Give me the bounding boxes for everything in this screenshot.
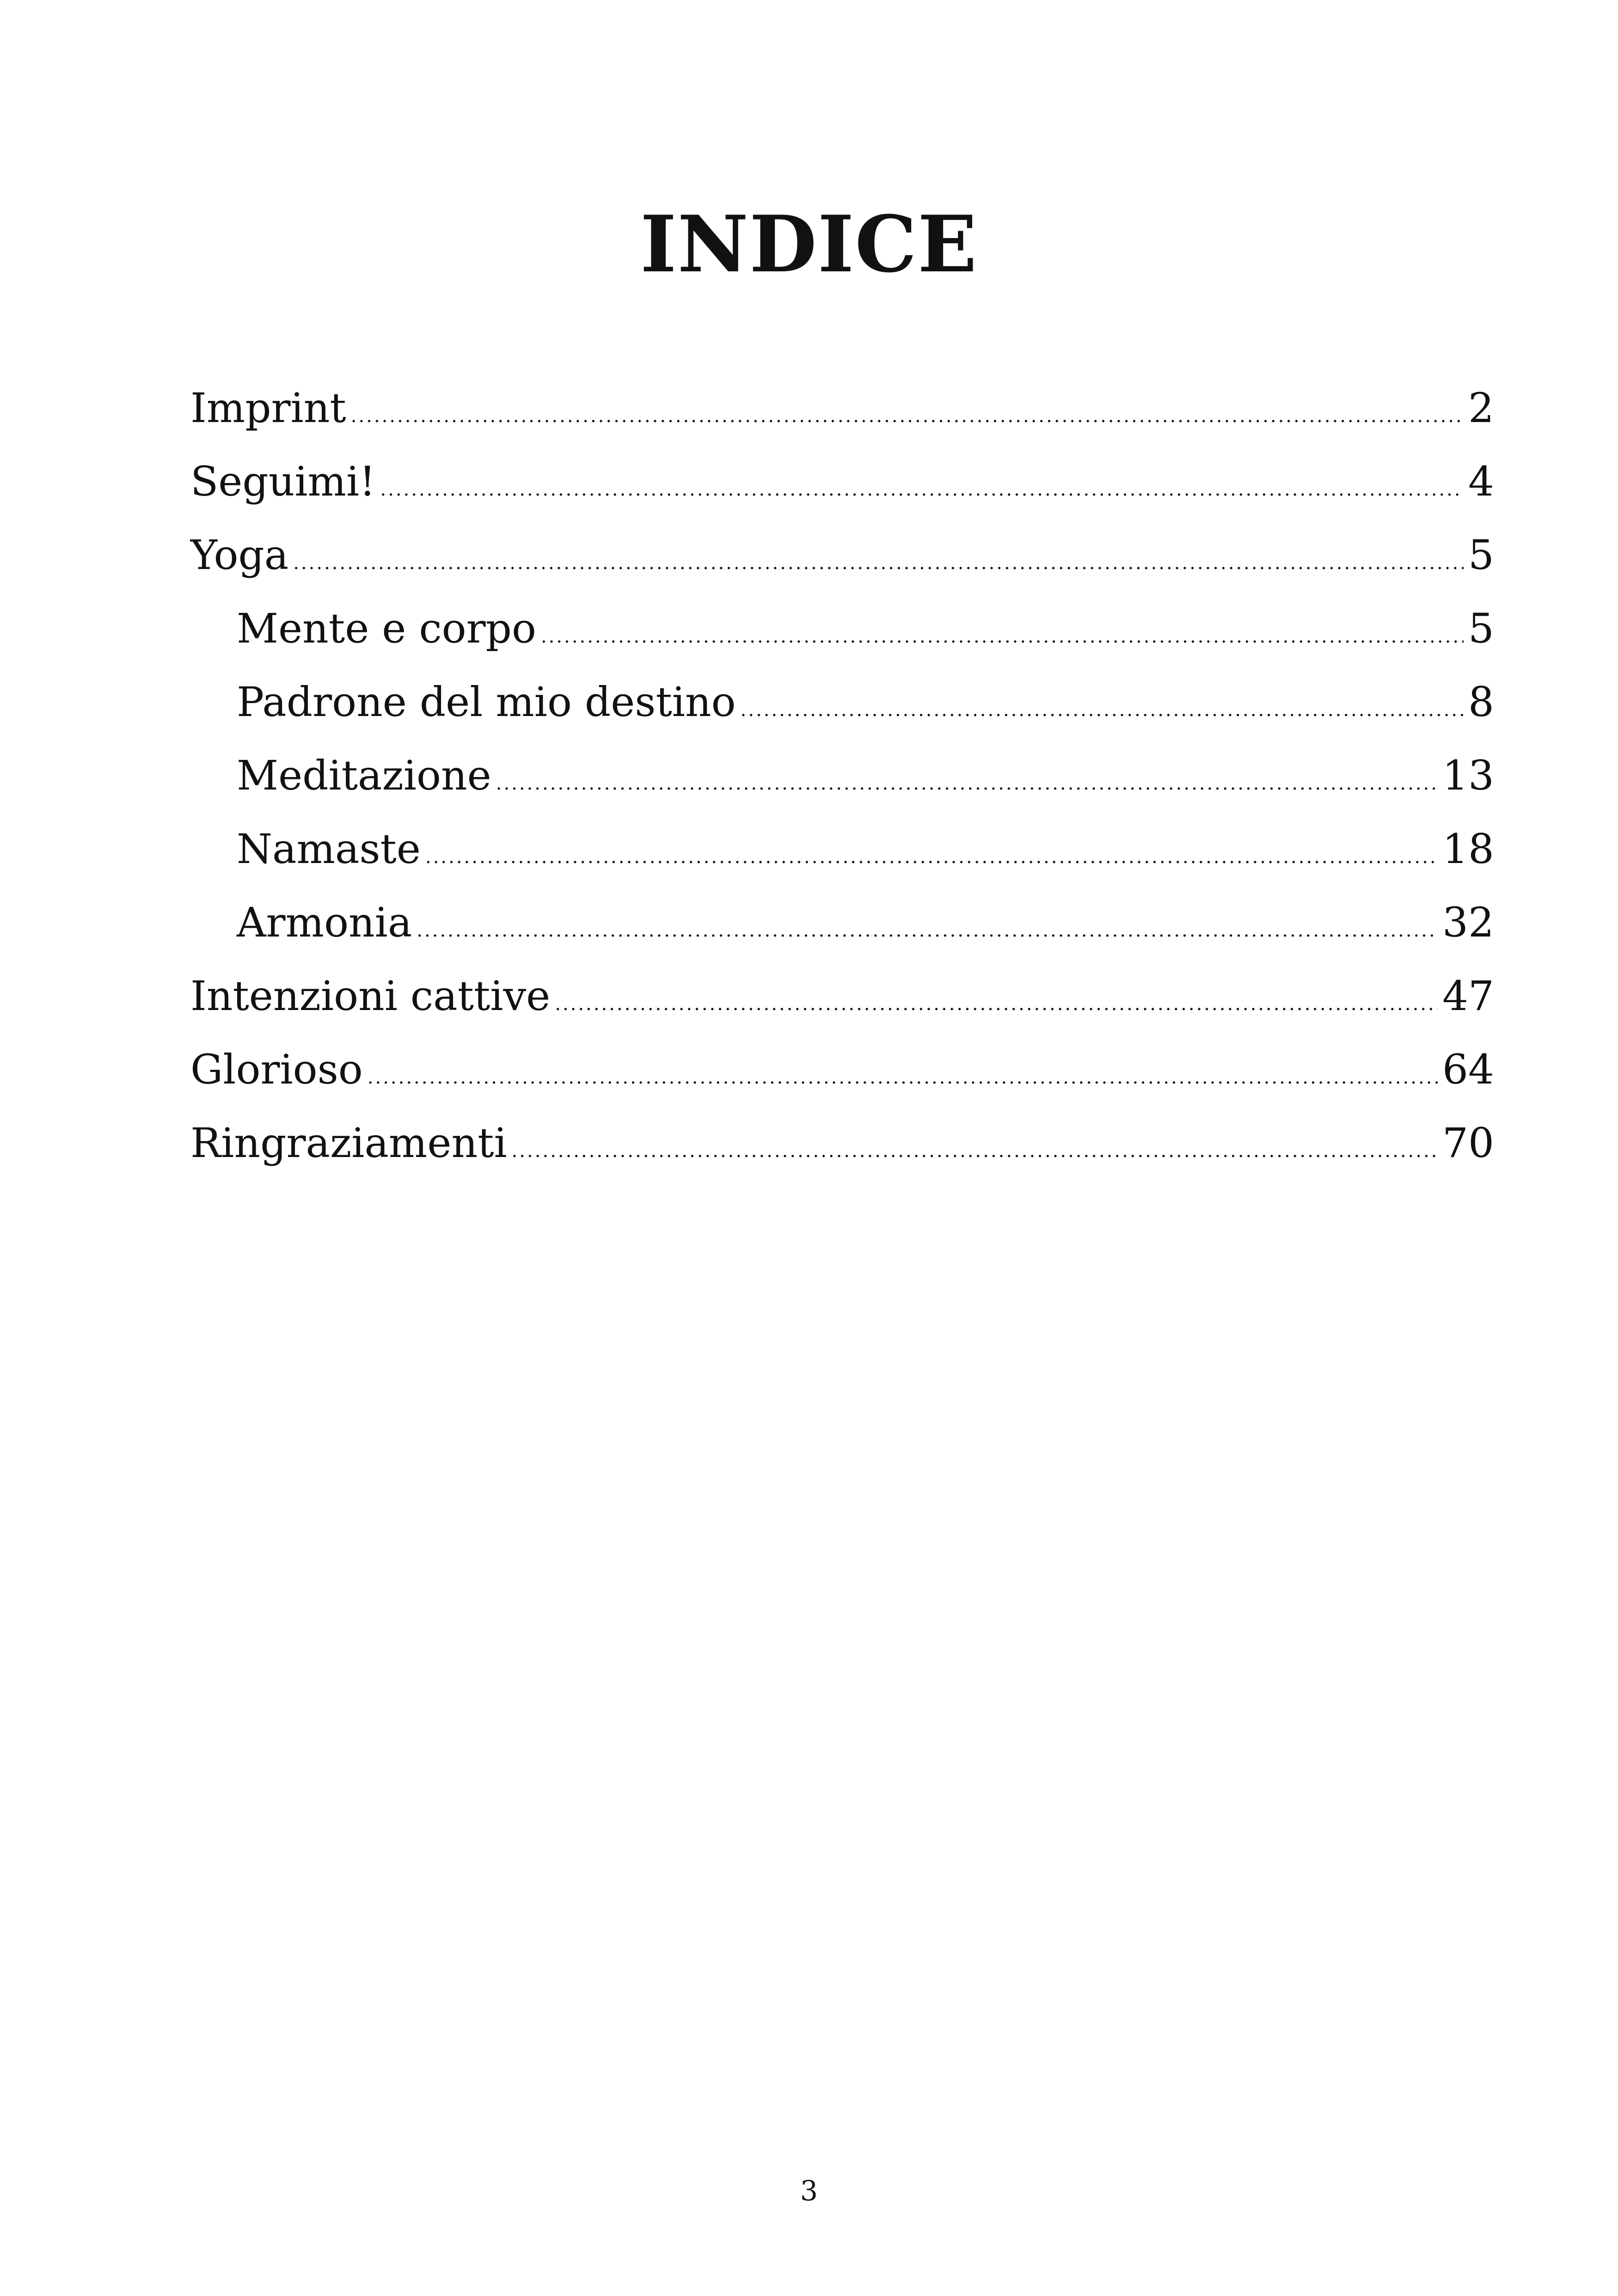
toc-entry-namaste[interactable] (190, 812, 1494, 886)
toc-dot-leader (293, 527, 1464, 600)
toc-entry-glorioso[interactable] (190, 1033, 1494, 1106)
toc-dot-leader (417, 894, 1438, 967)
toc-entry-label: Meditazione (237, 752, 491, 799)
toc-dot-leader (380, 453, 1464, 527)
toc-dot-leader (541, 600, 1464, 673)
toc-dot-leader (496, 747, 1438, 820)
toc-entry-page: 32 (1442, 899, 1494, 946)
toc-entry-page: 64 (1442, 1046, 1494, 1093)
toc-entry-label: Namaste (237, 825, 421, 873)
toc-entry-yoga[interactable] (190, 518, 1494, 592)
toc-entry-imprint[interactable] (190, 371, 1494, 445)
page-number: 3 (800, 2175, 818, 2207)
toc-entry-page: 8 (1468, 678, 1494, 726)
toc-dot-leader (555, 967, 1438, 1041)
toc-entry-mente-e-corpo[interactable] (190, 592, 1494, 665)
toc-entry-page: 47 (1442, 972, 1494, 1020)
toc-entry-label: Glorioso (190, 1046, 363, 1093)
toc-entry-page: 5 (1468, 531, 1494, 579)
toc-entry-page: 13 (1442, 752, 1494, 799)
toc-entry-armonia[interactable] (190, 886, 1494, 959)
page-title: INDICE (640, 198, 978, 290)
toc-entry-page: 5 (1468, 605, 1494, 652)
toc-entry-padrone-del-mio-destino[interactable] (190, 665, 1494, 739)
toc-entry-intenzioni-cattive[interactable] (190, 959, 1494, 1033)
toc-entry-page: 70 (1442, 1119, 1494, 1167)
toc-entry-label: Mente e corpo (237, 605, 536, 652)
toc-entry-meditazione[interactable] (190, 739, 1494, 812)
toc-entry-label: Yoga (190, 531, 289, 579)
toc-dot-leader (368, 1041, 1438, 1114)
toc-entry-label: Imprint (190, 384, 346, 432)
toc-entry-label: Intenzioni cattive (190, 972, 551, 1020)
toc-entry-ringraziamenti[interactable] (190, 1106, 1494, 1180)
toc-entry-label: Armonia (237, 899, 412, 946)
toc-dot-leader (741, 673, 1464, 747)
toc-entry-page: 2 (1468, 384, 1494, 432)
toc-dot-leader (351, 380, 1464, 453)
toc-dot-leader (512, 1114, 1438, 1188)
toc-entry-label: Ringraziamenti (190, 1119, 507, 1167)
toc-entry-page: 4 (1468, 458, 1494, 505)
toc-entry-label: Padrone del mio destino (237, 678, 736, 726)
toc-entry-label: Seguimi! (190, 458, 376, 505)
table-of-contents (190, 371, 1494, 1180)
toc-entry-seguimi[interactable] (190, 445, 1494, 518)
toc-dot-leader (425, 820, 1438, 894)
toc-entry-page: 18 (1442, 825, 1494, 873)
